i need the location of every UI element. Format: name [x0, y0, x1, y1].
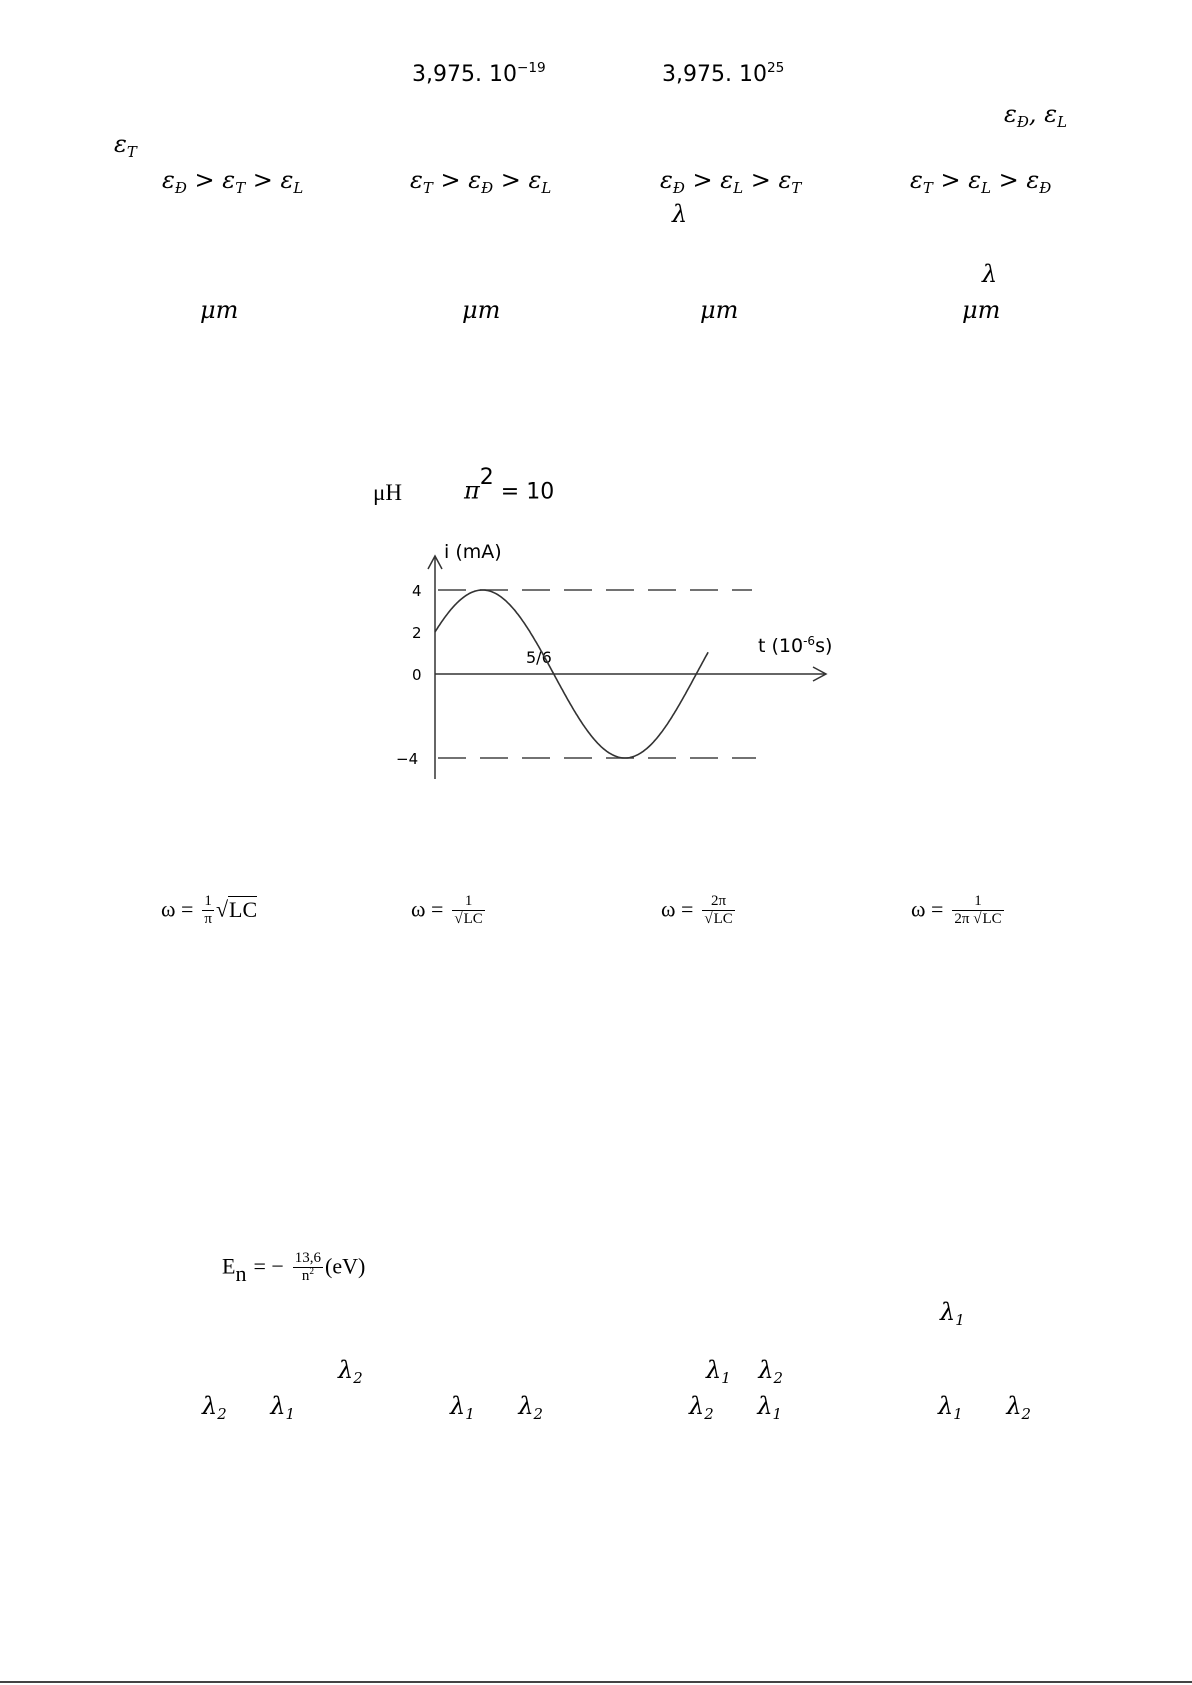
lambda-option-d: $\lambda_1$ $\lambda_2$ [938, 1392, 1032, 1424]
unit-option-a: μm [200, 296, 239, 324]
unit-option-b: μm [462, 296, 501, 324]
lambda-option-b: $\lambda_1$ $\lambda_2$ [450, 1392, 544, 1424]
page-bottom-border [0, 1681, 1192, 1683]
omega-option-d: ω = $\frac{1}{2\pi √LC}$ [911, 893, 1002, 927]
crossing-annotation: 5/6 [526, 648, 552, 667]
lambda-option-a: $\lambda_2$ $\lambda_1$ [202, 1392, 296, 1424]
omega-option-a: ω = $\frac{1}{\pi}$ √LC [161, 893, 258, 927]
lambda-pair: $\lambda_1$ $\lambda_2$ [706, 1356, 784, 1388]
omega-option-c: ω = $\frac{2\pi}{√LC}$ [661, 893, 733, 927]
lambda-1-label: $\lambda_1$ [940, 1298, 965, 1330]
epsilon-t: $\varepsilon_T$ [114, 130, 137, 162]
lambda-symbol-2: λ [982, 260, 998, 288]
energy-value-a: 3,975. $10^{-19}$ [412, 60, 546, 87]
epsilon-option-c: $\varepsilon_Đ > \varepsilon_L > \varepsilon_T$ [660, 166, 802, 198]
lambda-2-label: $\lambda_2$ [338, 1356, 363, 1388]
epsilon-option-d: $\varepsilon_T > \varepsilon_L > \varepsilon_Đ$ [910, 166, 1052, 198]
epsilon-pair: $\varepsilon_Đ$, $\varepsilon_L$ [1004, 100, 1067, 132]
epsilon-option-a: $\varepsilon_Đ > \varepsilon_T > \varepsilon_L$ [162, 166, 304, 198]
bohr-energy-formula: $E_n$ = − $\frac{13,6}{n^2}$ (eV) [222, 1250, 366, 1287]
lambda-symbol-1: λ [672, 200, 688, 228]
omega-option-b: ω = $\frac{1}{√LC}$ [411, 893, 483, 927]
x-axis-label: t $(10^{-6}s)$ [758, 634, 833, 657]
unit-option-c: μm [700, 296, 739, 324]
epsilon-option-b: $\varepsilon_T > \varepsilon_Đ > \varepsilon_L$ [410, 166, 552, 198]
y-tick-minus-4: −4 [396, 750, 419, 768]
y-tick-4: 4 [412, 582, 422, 600]
current-time-graph [390, 534, 850, 784]
inductance-unit: μH [373, 480, 402, 505]
y-tick-2: 2 [412, 624, 422, 642]
pi-squared-equation: $\pi^2 = 10$ [464, 465, 555, 505]
lambda-option-c: $\lambda_2$ $\lambda_1$ [689, 1392, 783, 1424]
energy-value-b: 3,975. $10^{25}$ [662, 60, 785, 87]
unit-option-d: μm [962, 296, 1001, 324]
y-axis-label: i (mA) [444, 541, 502, 563]
y-tick-0: 0 [412, 666, 422, 684]
